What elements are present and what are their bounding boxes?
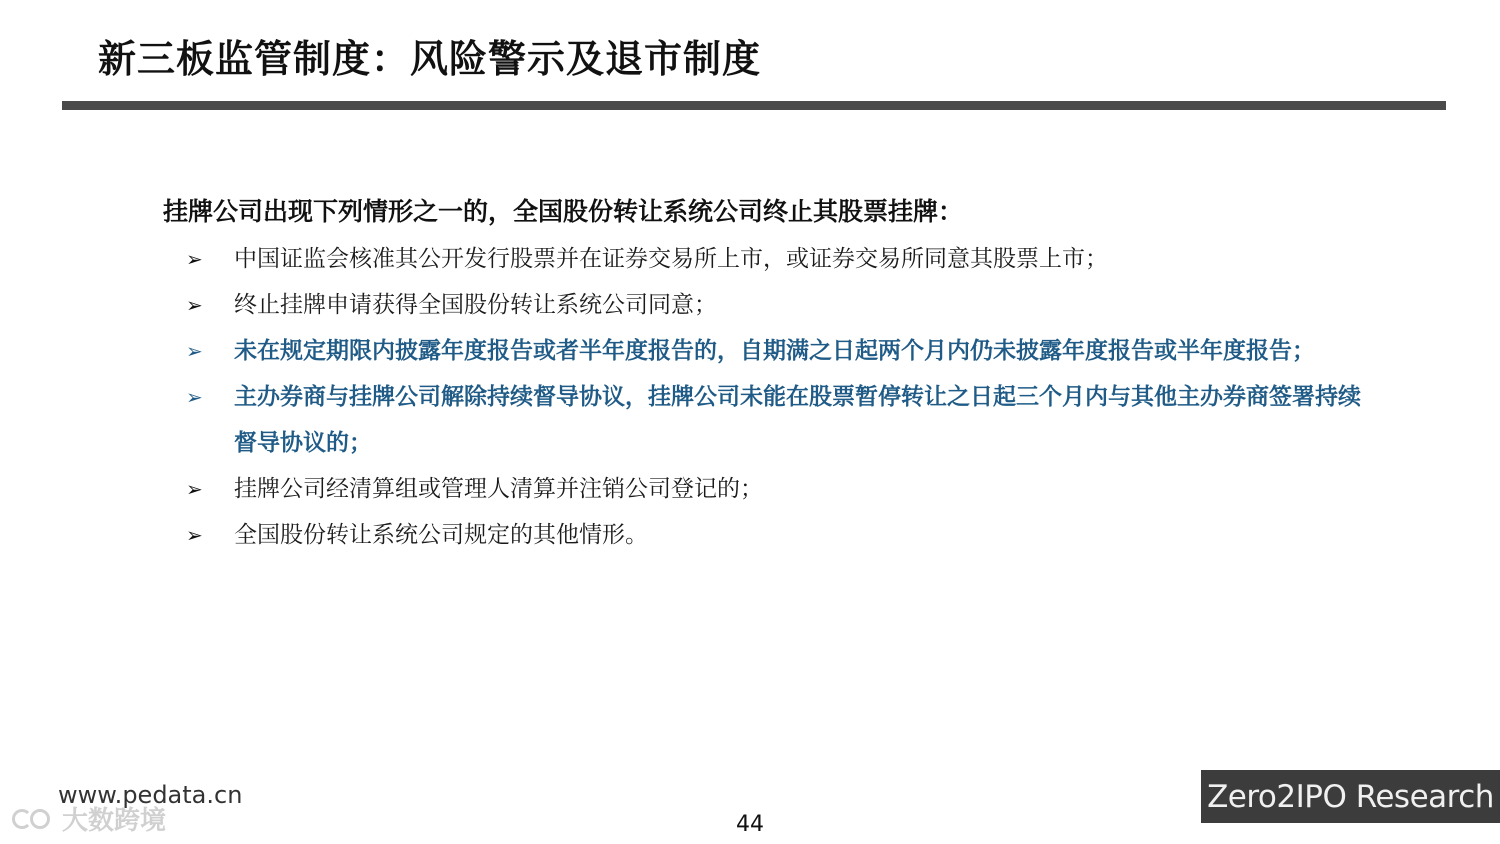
bullet-item	[186, 282, 1366, 328]
arrow-bullet-icon: ➢	[186, 339, 203, 363]
brand-logo	[1201, 770, 1500, 823]
bullet-text: 中国证监会核准其公开发行股票并在证券交易所上市，或证券交易所同意其股票上市；	[234, 246, 1108, 272]
bullet-list	[186, 236, 1366, 558]
page-number: 44	[736, 812, 764, 837]
bullet-text: 未在规定期限内披露年度报告或者半年度报告的，自期满之日起两个月内仍未披露年度报告或半年度报告；	[234, 338, 1315, 364]
brand-text: Zero2IPO Research	[1207, 778, 1494, 815]
bullet-item	[186, 466, 1366, 512]
lead-statement: 挂牌公司出现下列情形之一的，全国股份转让系统公司终止其股票挂牌：	[163, 197, 964, 226]
title-divider	[62, 101, 1446, 110]
watermark-text: 大数跨境	[62, 806, 167, 836]
slide-title: 新三板监管制度：风险警示及退市制度	[98, 37, 762, 81]
website-url: www.pedata.cn	[58, 781, 243, 809]
bullet-item	[186, 236, 1366, 282]
arrow-bullet-icon: ➢	[186, 247, 203, 271]
arrow-bullet-icon: ➢	[186, 293, 203, 317]
watermark-logo-icon	[10, 805, 56, 833]
bullet-text: 终止挂牌申请获得全国股份转让系统公司同意；	[234, 292, 717, 318]
bullet-text: 全国股份转让系统公司规定的其他情形。	[234, 522, 648, 548]
arrow-bullet-icon: ➢	[186, 385, 203, 409]
arrow-bullet-icon: ➢	[186, 477, 203, 501]
bullet-item-highlighted	[186, 328, 1366, 374]
bullet-item-highlighted	[186, 374, 1366, 466]
arrow-bullet-icon: ➢	[186, 523, 203, 547]
watermark	[10, 800, 166, 837]
bullet-text: 挂牌公司经清算组或管理人清算并注销公司登记的；	[234, 476, 763, 502]
bullet-text: 主办券商与挂牌公司解除持续督导协议，挂牌公司未能在股票暂停转让之日起三个月内与其他主办券商签署持续督导协议的；	[234, 384, 1361, 456]
bullet-item	[186, 512, 1366, 558]
